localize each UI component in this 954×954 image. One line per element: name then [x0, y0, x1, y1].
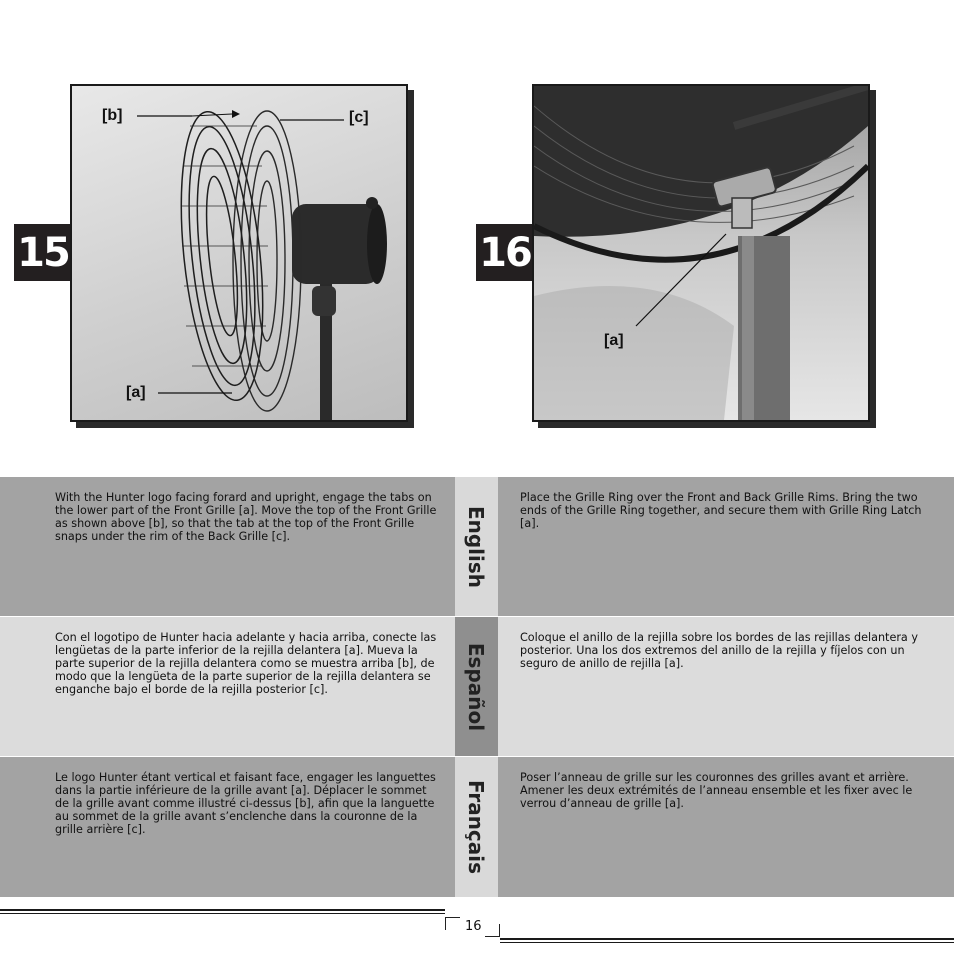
instruction-row-english [0, 477, 954, 616]
language-label-english: English [464, 505, 489, 588]
language-label-espanol: Español [464, 642, 489, 731]
grille-ring-illustration [534, 86, 868, 420]
footer-rule-right-thick [500, 938, 954, 940]
espanol-step16-text: Coloque el anillo de la rejilla sobre los bordes de las rejillas delantera y posterior. Una los dos extremos del anillo de la rejilla y fíjelos con un seguro de anillo de rejilla [a]. [520, 631, 918, 670]
language-tab-francais [455, 757, 498, 897]
francais-step15-text: Le logo Hunter étant vertical et faisant face, engager les languettes dans la partie inférieure de la grille avant [a]. Déplacer le sommet de la grille avant comme illustré ci-dessus [b], afin que la languette au sommet de la grille avant s’enclenche dans la couronne de la grille arrière [c]. [55, 771, 436, 836]
step-number-15: 15 [14, 224, 72, 281]
francais-step16-text: Poser l’anneau de grille sur les couronnes des grilles avant et arrière. Amener les deux extrémités de l’anneau ensemble et les fixer avec le verrou d’anneau de grille [a]. [520, 771, 913, 810]
figure-15 [14, 84, 414, 424]
footer-rule-left-thin [0, 913, 445, 914]
espanol-step15-text: Con el logotipo de Hunter hacia adelante y hacia arriba, conecte las lengüetas de la parte inferior de la rejilla delantera [a]. Mueva la parte superior de la rejilla delantera como se muestra arriba [b], de modo que la lengüeta de la parte superior de la rejilla delantera se enganche bajo el borde de la rejilla posterior [c]. [55, 631, 437, 696]
callout-c: [c] [349, 109, 369, 126]
figure-16 [476, 84, 876, 424]
callout-a: [a] [126, 384, 146, 401]
instruction-row-espanol [0, 617, 954, 756]
callout-a: [a] [604, 332, 624, 349]
page-number: 16 [465, 919, 482, 934]
footer-rule-left-thick [0, 909, 445, 911]
step-number-16: 16 [476, 224, 534, 281]
language-tab-english [455, 477, 498, 616]
photo-grille-ring-latch [532, 84, 870, 422]
instruction-row-francais [0, 757, 954, 897]
footer-rule-right-thin [500, 942, 954, 943]
page-number-frame [445, 917, 500, 937]
english-step15-text: With the Hunter logo facing forard and upright, engage the tabs on the lower part of the Front Grille [a]. Move the top of the Front Grille as shown above [b], so that the tab at the top of the Front Grille snaps under the rim of the Back Grille [c]. [55, 491, 437, 543]
language-tab-espanol [455, 617, 498, 756]
page-number-corner-right [485, 924, 500, 937]
language-label-francais: Français [464, 779, 489, 875]
fan-grille-illustration [72, 86, 406, 420]
english-step16-text: Place the Grille Ring over the Front and Back Grille Rims. Bring the two ends of the Grille Ring together, and secure them with Grille Ring Latch [a]. [520, 491, 922, 530]
callout-b: [b] [102, 107, 123, 124]
photo-fan-front-grille [70, 84, 408, 422]
page-number-corner-left [445, 917, 460, 930]
